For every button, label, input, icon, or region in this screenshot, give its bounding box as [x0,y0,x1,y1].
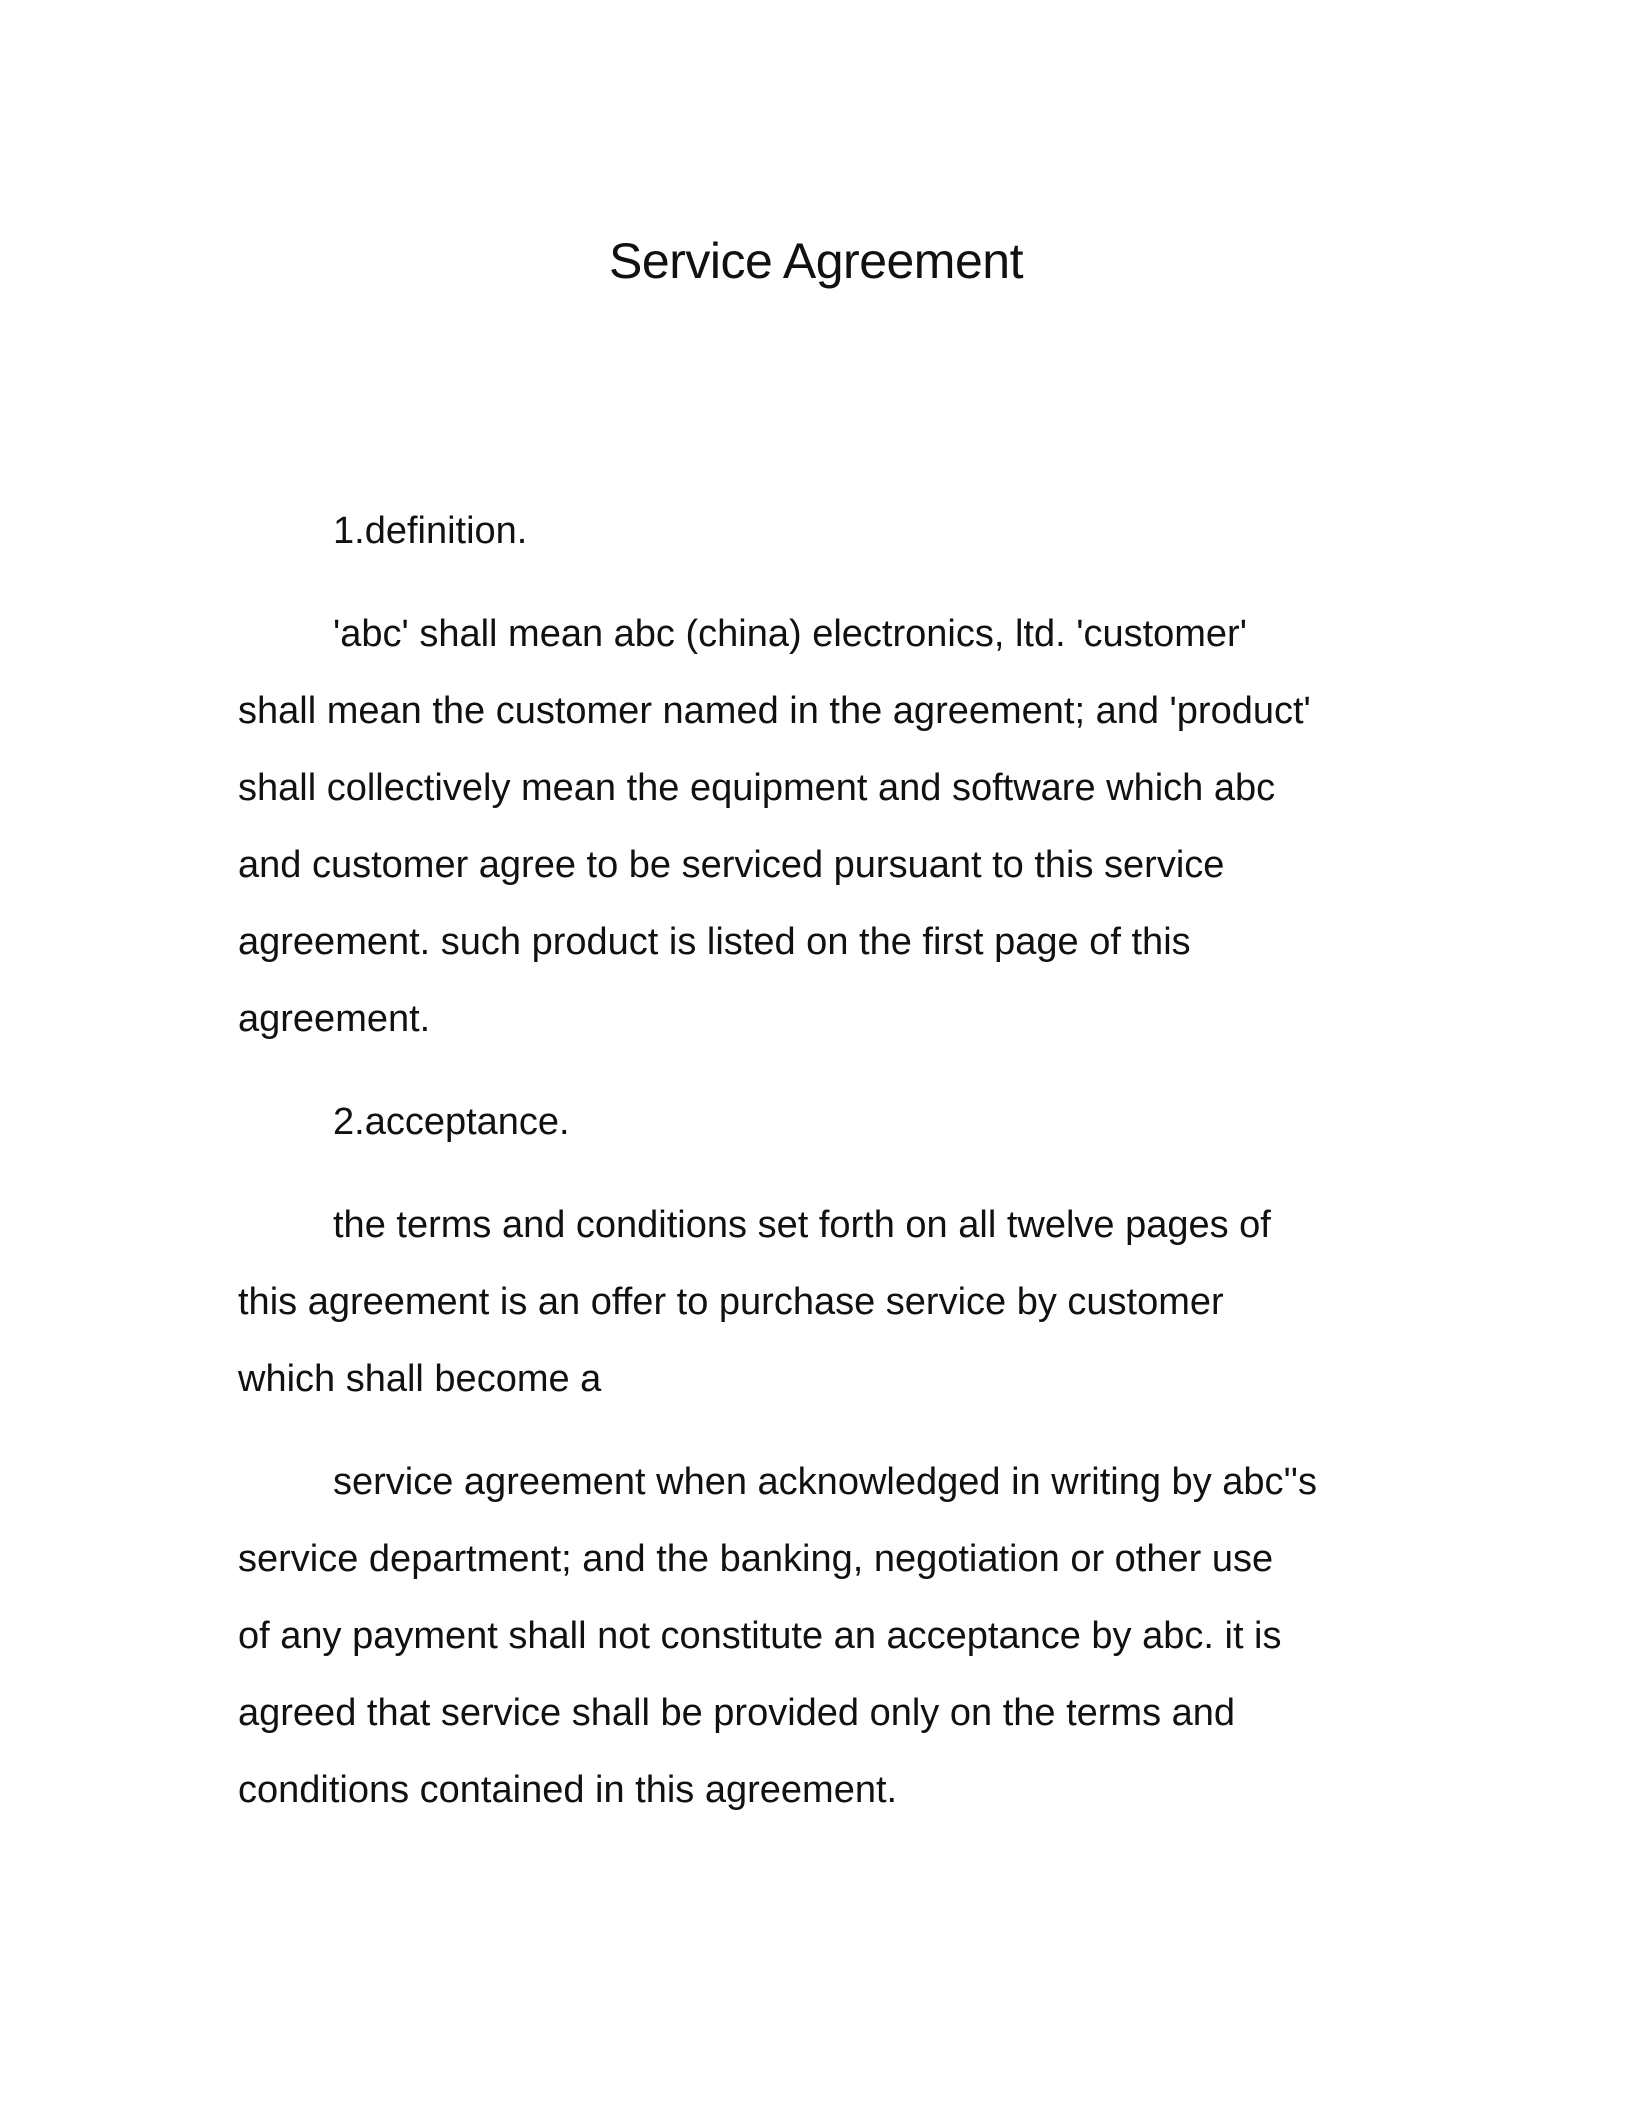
paragraph-line: 'abc' shall mean abc (china) electronics, ltd. 'customer' [333,613,1247,655]
paragraph-line: conditions contained in this agreement. [238,1769,898,1811]
section-2-continuation-paragraph [238,1444,1408,1829]
document-body [238,493,1408,1855]
section-1-heading [238,493,1408,570]
paragraph-line: shall collectively mean the equipment and software which abc [238,767,1276,809]
section-2-paragraph [238,1187,1408,1418]
section-2-heading [238,1084,1408,1161]
paragraph-line: which shall become a [238,1358,602,1400]
paragraph-line: agreed that service shall be provided only on the terms and [238,1692,1236,1734]
document-title: Service Agreement [609,233,1023,289]
paragraph-line: the terms and conditions set forth on all twelve pages of [333,1204,1271,1246]
paragraph-line: service agreement when acknowledged in writing by abc''s [333,1461,1318,1503]
paragraph-line: and customer agree to be serviced pursuant to this service [238,844,1225,886]
paragraph-line: agreement. [238,998,431,1040]
paragraph-line: of any payment shall not constitute an acceptance by abc. it is [238,1615,1282,1657]
section-heading-text: 1.definition. [333,510,528,552]
paragraph-line: this agreement is an offer to purchase service by customer [238,1281,1224,1323]
paragraph-line: agreement. such product is listed on the first page of this [238,921,1191,963]
paragraph-line: service department; and the banking, negotiation or other use [238,1538,1274,1580]
paragraph-line: shall mean the customer named in the agreement; and 'product' [238,690,1311,732]
section-heading-text: 2.acceptance. [333,1101,570,1143]
section-1-paragraph [238,596,1408,1058]
